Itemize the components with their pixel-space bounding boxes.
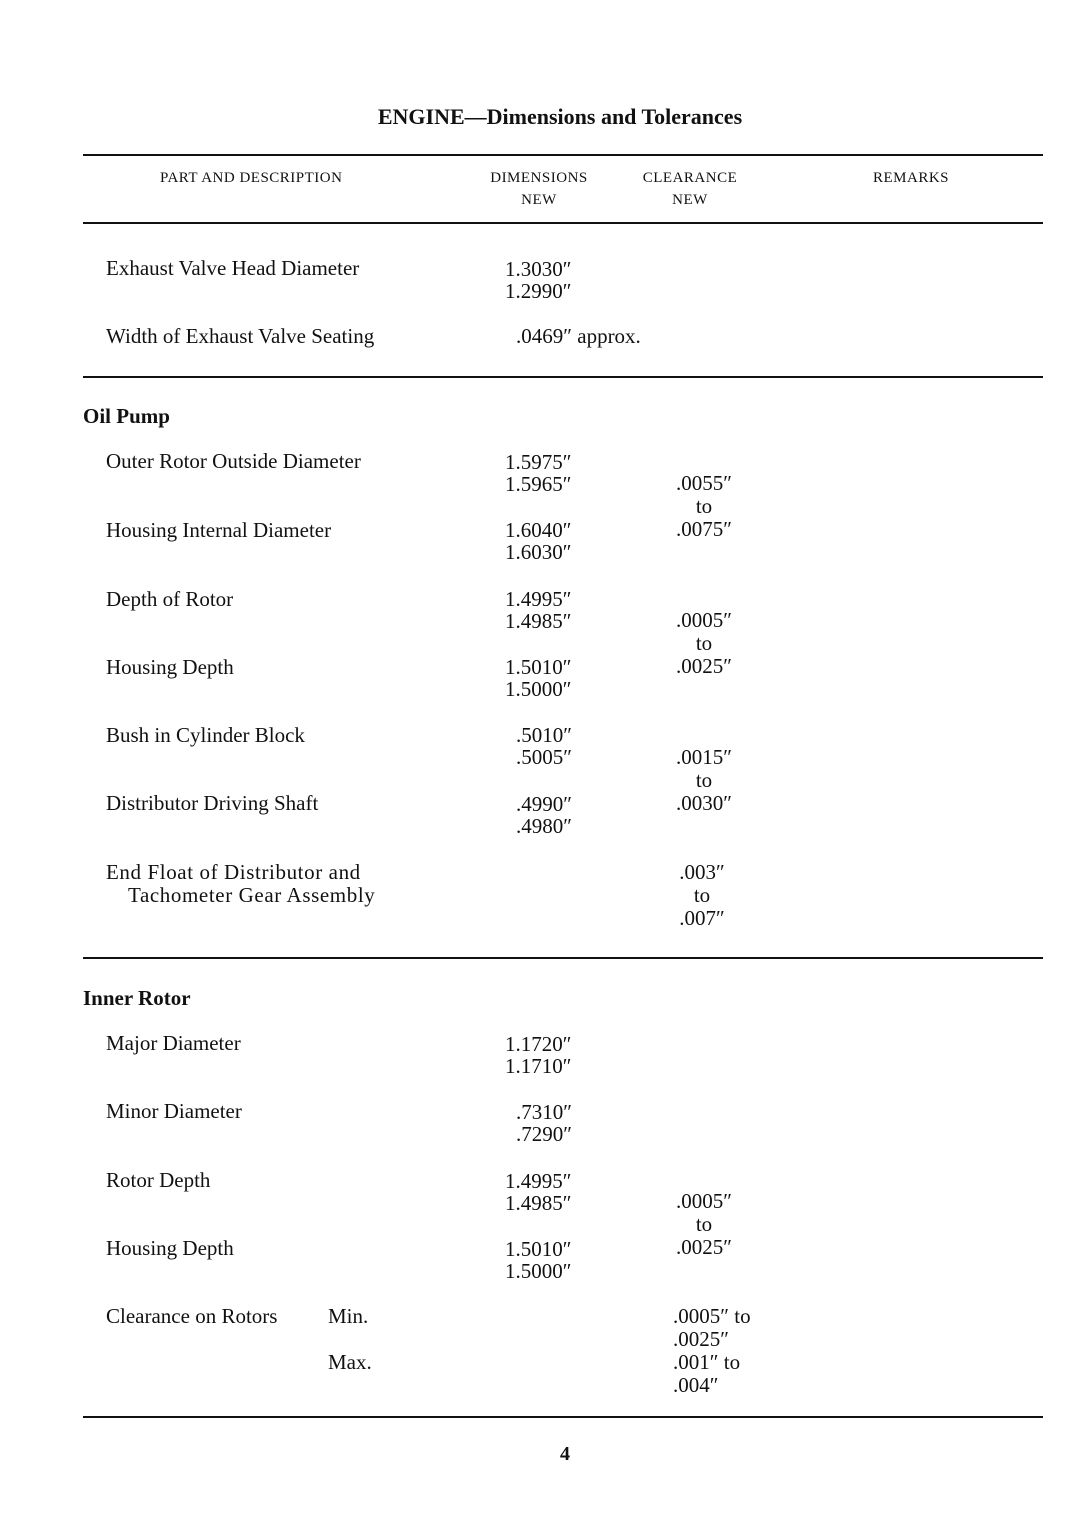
clearance-inner-rotor-depth <box>673 1190 735 1259</box>
dimension-outer-rotor <box>505 451 572 495</box>
dimension-value: 1.3030″ <box>505 257 572 281</box>
clearance-on-rotors-values <box>673 1305 751 1397</box>
part-width-exhaust-valve-seating: Width of Exhaust Valve Seating <box>106 324 375 348</box>
dimension-value: .5010″ <box>516 723 572 747</box>
part-depth-of-rotor: Depth of Rotor <box>106 587 234 611</box>
part-end-float <box>106 861 375 907</box>
clearance-value: .0005″ <box>676 1189 732 1213</box>
dimension-inner-housing-depth <box>505 1238 572 1282</box>
dimension-value: 1.1710″ <box>505 1054 572 1078</box>
dimension-value: 1.5000″ <box>505 677 572 701</box>
dimension-value: .5005″ <box>516 745 572 769</box>
clearance-max-to: .004″ <box>673 1373 719 1397</box>
dimension-rotor-depth <box>505 1170 572 1214</box>
clearance-to: to <box>695 494 713 518</box>
label-max: Max. <box>328 1350 372 1374</box>
part-line: End Float of Distributor and <box>106 860 361 884</box>
part-housing-internal-diameter: Housing Internal Diameter <box>106 518 332 542</box>
dimension-value: 1.5000″ <box>505 1259 572 1283</box>
clearance-value: .003″ <box>679 860 725 884</box>
dimension-exhaust-valve-head <box>505 258 572 302</box>
part-minor-diameter: Minor Diameter <box>106 1099 242 1123</box>
dimension-value: .4980″ <box>516 814 572 838</box>
dimension-value: .7310″ <box>516 1100 572 1124</box>
dimension-value: .4990″ <box>516 792 572 816</box>
part-bush-in-cylinder-block: Bush in Cylinder Block <box>106 723 305 747</box>
clearance-header-line-1: CLEARANCE <box>642 170 738 186</box>
dimension-housing-depth <box>505 656 572 700</box>
clearance-value: .0075″ <box>676 517 732 541</box>
dimension-value: .7290″ <box>516 1122 572 1146</box>
dimension-distributor-shaft <box>516 793 572 837</box>
part-rotor-depth: Rotor Depth <box>106 1168 211 1192</box>
clearance-value: .0055″ <box>676 471 732 495</box>
section-heading-inner-rotor: Inner Rotor <box>83 986 191 1010</box>
clearance-min-from: .0005″ to <box>673 1304 751 1328</box>
section-rule <box>83 1416 1043 1418</box>
dimensions-header-line-2: NEW <box>521 192 557 208</box>
part-exhaust-valve-head-diameter: Exhaust Valve Head Diameter <box>106 256 360 280</box>
header-bottom-rule <box>83 222 1043 224</box>
section-rule <box>83 957 1043 959</box>
part-housing-depth: Housing Depth <box>106 655 234 679</box>
header-top-rule <box>83 154 1043 156</box>
clearance-min-to: .0025″ <box>673 1327 729 1351</box>
column-header-dimensions <box>480 167 598 211</box>
dimension-value: 1.1720″ <box>505 1032 572 1056</box>
part-distributor-driving-shaft: Distributor Driving Shaft <box>106 791 319 815</box>
dimension-value: 1.5965″ <box>505 472 572 496</box>
clearance-outer-rotor-housing <box>673 472 735 541</box>
clearance-value: .0025″ <box>676 1235 732 1259</box>
dimension-value: 1.5010″ <box>505 655 572 679</box>
dimension-value: 1.4995″ <box>505 1169 572 1193</box>
dimension-minor-diameter <box>516 1101 572 1145</box>
dimension-exhaust-valve-seating: .0469″ approx. <box>516 324 641 348</box>
label-min: Min. <box>328 1304 369 1328</box>
clearance-value: .007″ <box>679 906 725 930</box>
page-number: 4 <box>560 1443 570 1465</box>
dimension-bush-cylinder-block <box>516 724 572 768</box>
column-header-clearance <box>634 167 746 211</box>
part-outer-rotor-outside-diameter: Outer Rotor Outside Diameter <box>106 449 361 473</box>
dimension-housing-internal <box>505 519 572 563</box>
clearance-to: to <box>693 883 711 907</box>
dimension-major-diameter <box>505 1033 572 1077</box>
clearance-to: to <box>695 1212 713 1236</box>
dimension-value: 1.4985″ <box>505 1191 572 1215</box>
clearance-value: .0030″ <box>676 791 732 815</box>
section-rule <box>83 376 1043 378</box>
clearance-to: to <box>695 768 713 792</box>
column-header-remarks: REMARKS <box>873 170 950 186</box>
part-line: Tachometer Gear Assembly <box>128 883 376 907</box>
part-clearance-on-rotors: Clearance on Rotors <box>106 1304 278 1328</box>
dimension-value: 1.2990″ <box>505 279 572 303</box>
clearance-value: .0005″ <box>676 608 732 632</box>
clearance-bush-shaft <box>673 746 735 815</box>
clearance-rotor-depth <box>673 609 735 678</box>
dimension-value: 1.6030″ <box>505 540 572 564</box>
clearance-to: to <box>695 631 713 655</box>
clearance-value: .0025″ <box>676 654 732 678</box>
dimensions-header-line-1: DIMENSIONS <box>490 170 588 186</box>
page-title: ENGINE—Dimensions and Tolerances <box>377 104 743 129</box>
section-heading-oil-pump: Oil Pump <box>83 404 170 428</box>
dimension-value: 1.5010″ <box>505 1237 572 1261</box>
part-inner-housing-depth: Housing Depth <box>106 1236 234 1260</box>
dimension-value: 1.4985″ <box>505 609 572 633</box>
clearance-max-from: .001″ to <box>673 1350 741 1374</box>
clearance-header-line-2: NEW <box>672 192 708 208</box>
dimension-value: 1.5975″ <box>505 450 572 474</box>
column-header-part: PART AND DESCRIPTION <box>160 170 343 186</box>
dimension-depth-of-rotor <box>505 588 572 632</box>
clearance-end-float <box>676 861 728 930</box>
dimension-value: 1.4995″ <box>505 587 572 611</box>
part-major-diameter: Major Diameter <box>106 1031 241 1055</box>
dimension-value: 1.6040″ <box>505 518 572 542</box>
clearance-value: .0015″ <box>676 745 732 769</box>
